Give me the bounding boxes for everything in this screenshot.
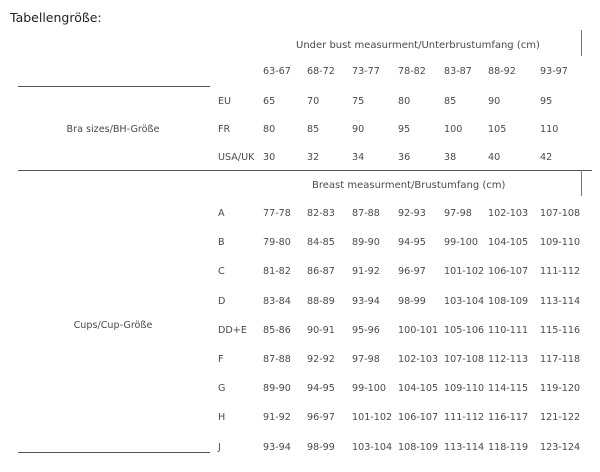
cup-measurement-cell: 98-99	[398, 296, 426, 307]
bra-size-cell: 95	[540, 96, 553, 107]
cup-measurement-cell: 92-92	[307, 354, 335, 365]
cup-measurement-cell: 89-90	[352, 237, 380, 248]
cup-measurement-cell: 94-95	[307, 383, 335, 394]
cup-measurement-cell: 103-104	[352, 442, 393, 453]
underbust-range-cell: 63-67	[263, 66, 291, 77]
cup-measurement-cell: 84-85	[307, 237, 335, 248]
bra-system-label: FR	[218, 124, 231, 135]
cup-label: D	[218, 296, 226, 307]
underbust-range-cell: 73-77	[352, 66, 380, 77]
cup-measurement-cell: 101-102	[444, 266, 485, 277]
cup-measurement-cell: 79-80	[263, 237, 291, 248]
bra-size-cell: 90	[488, 96, 501, 107]
cup-measurement-cell: 107-108	[444, 354, 485, 365]
cup-measurement-cell: 113-114	[444, 442, 485, 453]
bra-system-label: USA/UK	[218, 152, 255, 163]
cup-measurement-cell: 111-112	[540, 266, 581, 277]
cup-measurement-cell: 90-91	[307, 325, 335, 336]
cup-measurement-cell: 118-119	[488, 442, 529, 453]
cup-measurement-cell: 111-112	[444, 412, 485, 423]
underbust-range-cell: 68-72	[307, 66, 335, 77]
section-divider	[18, 86, 210, 87]
bra-size-cell: 110	[540, 124, 559, 135]
cup-measurement-cell: 93-94	[352, 296, 380, 307]
bra-size-cell: 65	[263, 96, 276, 107]
bra-size-cell: 80	[398, 96, 411, 107]
cup-measurement-cell: 95-96	[352, 325, 380, 336]
breast-header: Breast measurment/Brustumfang (cm)	[312, 180, 506, 191]
cup-measurement-cell: 123-124	[540, 442, 581, 453]
cup-measurement-cell: 96-97	[398, 266, 426, 277]
cup-measurement-cell: 87-88	[263, 354, 291, 365]
table-bottom-border	[18, 452, 210, 453]
cup-measurement-cell: 101-102	[352, 412, 393, 423]
cup-measurement-cell: 97-98	[352, 354, 380, 365]
cup-measurement-cell: 119-120	[540, 383, 581, 394]
bra-size-cell: 30	[263, 152, 276, 163]
cup-measurement-cell: 121-122	[540, 412, 581, 423]
cup-measurement-cell: 93-94	[263, 442, 291, 453]
bra-size-cell: 38	[444, 152, 457, 163]
bra-size-cell: 32	[307, 152, 320, 163]
cup-label: DD+E	[218, 325, 247, 336]
cup-measurement-cell: 102-103	[488, 208, 529, 219]
bra-size-cell: 85	[444, 96, 457, 107]
cup-measurement-cell: 115-116	[540, 325, 581, 336]
cup-measurement-cell: 97-98	[444, 208, 472, 219]
cup-label: A	[218, 208, 225, 219]
underbust-header: Under bust measurment/Unterbrustumfang (cm)	[296, 40, 540, 51]
cup-measurement-cell: 103-104	[444, 296, 485, 307]
cup-measurement-cell: 114-115	[488, 383, 529, 394]
cup-measurement-cell: 94-95	[398, 237, 426, 248]
cup-measurement-cell: 107-108	[540, 208, 581, 219]
cup-measurement-cell: 106-107	[398, 412, 439, 423]
cup-measurement-cell: 110-111	[488, 325, 529, 336]
cup-measurement-cell: 102-103	[398, 354, 439, 365]
cup-measurement-cell: 113-114	[540, 296, 581, 307]
bra-size-cell: 70	[307, 96, 320, 107]
cup-measurement-cell: 91-92	[352, 266, 380, 277]
cup-measurement-cell: 104-105	[398, 383, 439, 394]
cup-measurement-cell: 106-107	[488, 266, 529, 277]
cup-measurement-cell: 100-101	[398, 325, 439, 336]
cup-measurement-cell: 96-97	[307, 412, 335, 423]
bra-size-cell: 100	[444, 124, 463, 135]
cup-measurement-cell: 112-113	[488, 354, 529, 365]
cup-measurement-cell: 109-110	[444, 383, 485, 394]
cup-measurement-cell: 87-88	[352, 208, 380, 219]
bra-group-label: Bra sizes/BH-Größe	[66, 124, 160, 135]
underbust-range-cell: 93-97	[540, 66, 568, 77]
cup-measurement-cell: 82-83	[307, 208, 335, 219]
cup-measurement-cell: 105-106	[444, 325, 485, 336]
cup-label: H	[218, 412, 226, 423]
header-divider	[581, 170, 582, 196]
bra-size-cell: 36	[398, 152, 411, 163]
cup-measurement-cell: 99-100	[352, 383, 386, 394]
cup-measurement-cell: 99-100	[444, 237, 478, 248]
cup-measurement-cell: 116-117	[488, 412, 529, 423]
section-divider	[18, 170, 592, 171]
underbust-range-cell: 83-87	[444, 66, 472, 77]
bra-size-cell: 105	[488, 124, 507, 135]
page-title: Tabellengröße:	[10, 10, 102, 25]
cup-label: B	[218, 237, 225, 248]
bra-size-cell: 95	[398, 124, 411, 135]
cup-measurement-cell: 98-99	[307, 442, 335, 453]
header-divider	[581, 30, 582, 56]
cup-measurement-cell: 85-86	[263, 325, 291, 336]
cup-measurement-cell: 108-109	[488, 296, 529, 307]
bra-size-cell: 90	[352, 124, 365, 135]
cup-label: C	[218, 266, 225, 277]
underbust-range-cell: 78-82	[398, 66, 426, 77]
cup-measurement-cell: 77-78	[263, 208, 291, 219]
cup-measurement-cell: 117-118	[540, 354, 581, 365]
cup-measurement-cell: 89-90	[263, 383, 291, 394]
cup-label: G	[218, 383, 226, 394]
cup-measurement-cell: 83-84	[263, 296, 291, 307]
cup-group-label: Cups/Cup-Größe	[73, 320, 153, 331]
bra-size-cell: 34	[352, 152, 365, 163]
cup-measurement-cell: 91-92	[263, 412, 291, 423]
cup-measurement-cell: 92-93	[398, 208, 426, 219]
cup-measurement-cell: 104-105	[488, 237, 529, 248]
bra-system-label: EU	[218, 96, 232, 107]
cup-measurement-cell: 81-82	[263, 266, 291, 277]
bra-size-cell: 42	[540, 152, 553, 163]
bra-size-cell: 40	[488, 152, 501, 163]
cup-label: J	[218, 442, 221, 453]
cup-measurement-cell: 88-89	[307, 296, 335, 307]
bra-size-cell: 75	[352, 96, 365, 107]
bra-size-cell: 85	[307, 124, 320, 135]
cup-measurement-cell: 108-109	[398, 442, 439, 453]
underbust-range-cell: 88-92	[488, 66, 516, 77]
bra-size-cell: 80	[263, 124, 276, 135]
cup-label: F	[218, 354, 224, 365]
cup-measurement-cell: 109-110	[540, 237, 581, 248]
cup-measurement-cell: 86-87	[307, 266, 335, 277]
